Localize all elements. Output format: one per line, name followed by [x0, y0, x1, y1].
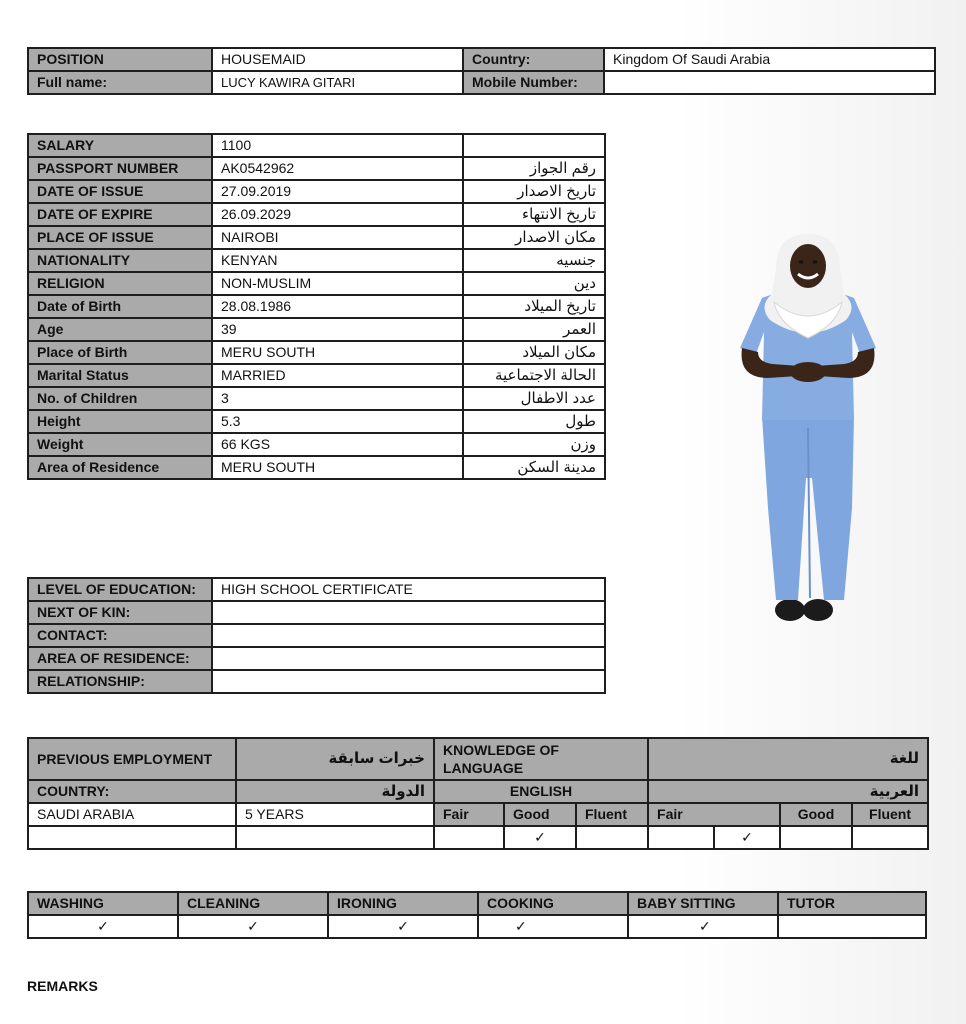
english-good-label: Good: [504, 803, 576, 826]
country-value: Kingdom Of Saudi Arabia: [604, 48, 935, 71]
skill-tutor-check: [778, 915, 926, 938]
detail-value: AK0542962: [212, 157, 463, 180]
education-row: [28, 601, 605, 624]
detail-row: [28, 295, 605, 318]
education-row: [28, 578, 605, 601]
detail-value: NON-MUSLIM: [212, 272, 463, 295]
remarks-label: REMARKS: [27, 978, 98, 994]
education-value: [212, 647, 605, 670]
education-row: [28, 647, 605, 670]
detail-arabic-label: طول: [463, 410, 605, 433]
employment-years-value: 5 YEARS: [236, 803, 434, 826]
education-label: LEVEL OF EDUCATION:: [28, 578, 212, 601]
empty-cell: [28, 826, 236, 849]
skill-washing-check: ✓: [28, 915, 178, 938]
detail-arabic-label: جنسيه: [463, 249, 605, 272]
empty-cell: [236, 826, 434, 849]
english-fluent-label: Fluent: [576, 803, 648, 826]
country-col-label: COUNTRY:: [28, 780, 236, 803]
language-arabic-label: للغة: [648, 738, 928, 780]
detail-label: RELIGION: [28, 272, 212, 295]
employment-header-row: [28, 738, 928, 780]
details-table: [27, 133, 606, 480]
detail-label: Date of Birth: [28, 295, 212, 318]
detail-arabic-label: وزن: [463, 433, 605, 456]
mobile-label: Mobile Number:: [463, 71, 604, 94]
position-value: HOUSEMAID: [212, 48, 463, 71]
detail-label: No. of Children: [28, 387, 212, 410]
header-table: [27, 47, 936, 95]
position-label: POSITION: [28, 48, 212, 71]
arabic-fluent-label: Fluent: [852, 803, 928, 826]
arabic-good-label: Good: [780, 803, 852, 826]
detail-value: MERU SOUTH: [212, 456, 463, 479]
detail-row: [28, 433, 605, 456]
detail-row: [28, 456, 605, 479]
arabic-fair-label: Fair: [648, 803, 780, 826]
skills-header-row: [28, 892, 926, 915]
country-col-arabic: الدولة: [236, 780, 434, 803]
fullname-label: Full name:: [28, 71, 212, 94]
english-fluent-check: [576, 826, 648, 849]
detail-label: PLACE OF ISSUE: [28, 226, 212, 249]
skills-check-row: [28, 915, 926, 938]
detail-value: MERU SOUTH: [212, 341, 463, 364]
skill-ironing-check: ✓: [328, 915, 478, 938]
detail-arabic-label: دين: [463, 272, 605, 295]
english-label: ENGLISH: [434, 780, 648, 803]
detail-label: PASSPORT NUMBER: [28, 157, 212, 180]
detail-label: NATIONALITY: [28, 249, 212, 272]
detail-row: [28, 249, 605, 272]
fullname-row: [28, 71, 935, 94]
detail-value: 26.09.2029: [212, 203, 463, 226]
language-knowledge-label: KNOWLEDGE OF LANGUAGE: [434, 738, 648, 780]
employment-country-value: SAUDI ARABIA: [28, 803, 236, 826]
mobile-value: [604, 71, 935, 94]
detail-label: Weight: [28, 433, 212, 456]
detail-value: 28.08.1986: [212, 295, 463, 318]
detail-row: [28, 157, 605, 180]
employment-table: [27, 737, 929, 850]
detail-value: 27.09.2019: [212, 180, 463, 203]
prev-employment-label: PREVIOUS EMPLOYMENT: [28, 738, 236, 780]
education-label: NEXT OF KIN:: [28, 601, 212, 624]
detail-value: KENYAN: [212, 249, 463, 272]
arabic-good-check-empty: [780, 826, 852, 849]
detail-row: [28, 387, 605, 410]
skill-cleaning-label: CLEANING: [178, 892, 328, 915]
english-fair-check: [434, 826, 504, 849]
detail-row: [28, 364, 605, 387]
detail-label: DATE OF ISSUE: [28, 180, 212, 203]
education-value: [212, 624, 605, 647]
skill-cooking-check: ✓: [478, 915, 628, 938]
detail-arabic-label: مكان الميلاد: [463, 341, 605, 364]
education-value: [212, 670, 605, 693]
detail-row: [28, 341, 605, 364]
detail-row: [28, 272, 605, 295]
education-label: CONTACT:: [28, 624, 212, 647]
detail-label: Height: [28, 410, 212, 433]
skill-ironing-label: IRONING: [328, 892, 478, 915]
skill-baby-sitting-check: ✓: [628, 915, 778, 938]
arabic-good-check: ✓: [714, 826, 780, 849]
detail-label: SALARY: [28, 134, 212, 157]
detail-value: 5.3: [212, 410, 463, 433]
detail-arabic-label: مكان الاصدار: [463, 226, 605, 249]
education-row: [28, 624, 605, 647]
detail-arabic-label: رقم الجواز: [463, 157, 605, 180]
skill-tutor-label: TUTOR: [778, 892, 926, 915]
detail-arabic-label: [463, 134, 605, 157]
skills-table: [27, 891, 927, 939]
employment-data-row: [28, 803, 928, 826]
arabic-language-label: العربية: [648, 780, 928, 803]
detail-label: Age: [28, 318, 212, 341]
detail-value: 3: [212, 387, 463, 410]
employment-subheader-row: [28, 780, 928, 803]
detail-row: [28, 226, 605, 249]
skill-cleaning-check: ✓: [178, 915, 328, 938]
education-value: HIGH SCHOOL CERTIFICATE: [212, 578, 605, 601]
fullname-value: LUCY KAWIRA GITARI: [212, 71, 463, 94]
position-row: [28, 48, 935, 71]
english-fair-label: Fair: [434, 803, 504, 826]
english-good-check: ✓: [504, 826, 576, 849]
detail-arabic-label: مدينة السكن: [463, 456, 605, 479]
detail-row: [28, 203, 605, 226]
detail-value: 66 KGS: [212, 433, 463, 456]
detail-label: Marital Status: [28, 364, 212, 387]
detail-value: 39: [212, 318, 463, 341]
detail-row: [28, 180, 605, 203]
detail-row: [28, 318, 605, 341]
candidate-photo: [728, 228, 888, 630]
detail-label: DATE OF EXPIRE: [28, 203, 212, 226]
education-table: [27, 577, 606, 694]
education-value: [212, 601, 605, 624]
detail-row: [28, 134, 605, 157]
detail-arabic-label: عدد الاطفال: [463, 387, 605, 410]
education-label: RELATIONSHIP:: [28, 670, 212, 693]
skill-cooking-label: COOKING: [478, 892, 628, 915]
language-check-row: [28, 826, 928, 849]
prev-employment-arabic: خبرات سابقة: [236, 738, 434, 780]
detail-arabic-label: تاريخ الاصدار: [463, 180, 605, 203]
detail-value: NAIROBI: [212, 226, 463, 249]
education-row: [28, 670, 605, 693]
arabic-fluent-check: [852, 826, 928, 849]
detail-value: 1100: [212, 134, 463, 157]
detail-label: Place of Birth: [28, 341, 212, 364]
detail-row: [28, 410, 605, 433]
detail-value: MARRIED: [212, 364, 463, 387]
detail-arabic-label: الحالة الاجتماعية: [463, 364, 605, 387]
detail-arabic-label: تاريخ الميلاد: [463, 295, 605, 318]
detail-arabic-label: تاريخ الانتهاء: [463, 203, 605, 226]
skill-baby-sitting-label: BABY SITTING: [628, 892, 778, 915]
education-label: AREA OF RESIDENCE:: [28, 647, 212, 670]
detail-label: Area of Residence: [28, 456, 212, 479]
country-label: Country:: [463, 48, 604, 71]
detail-arabic-label: العمر: [463, 318, 605, 341]
arabic-fair-check: [648, 826, 714, 849]
skill-washing-label: WASHING: [28, 892, 178, 915]
